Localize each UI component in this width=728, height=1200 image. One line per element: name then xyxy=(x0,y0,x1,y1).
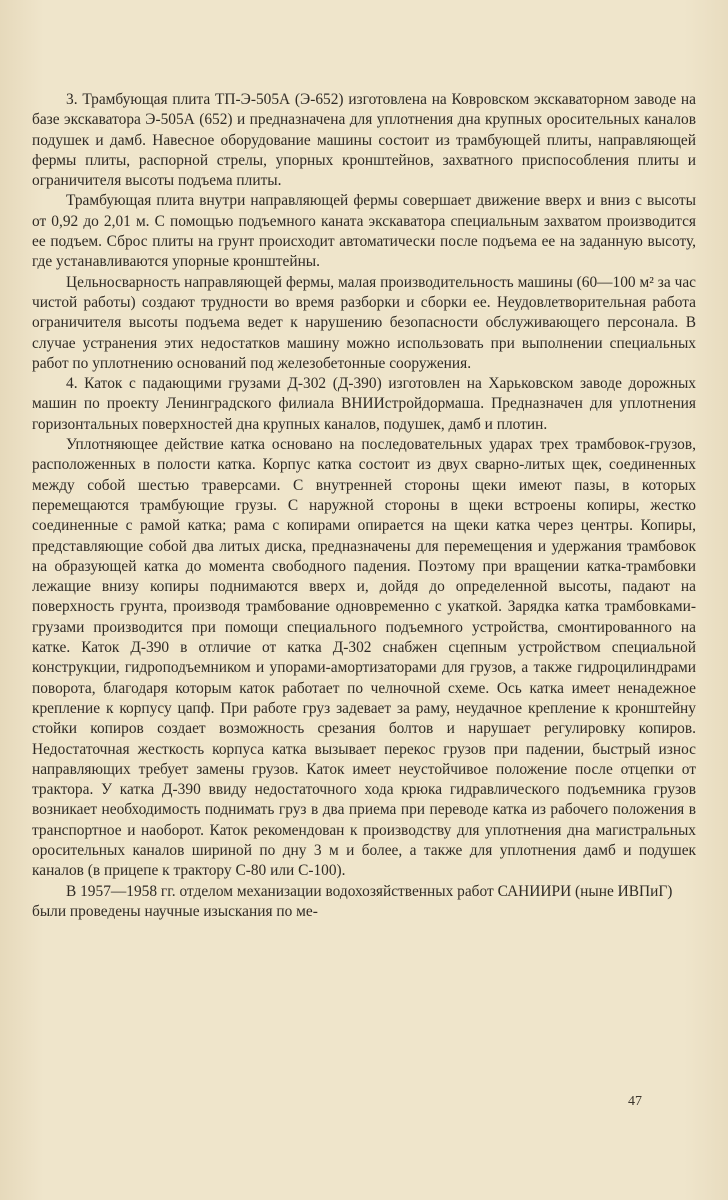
paragraph-5: Уплотняющее действие катка основано на последовательных ударах трех трамбовок-грузов, расположенных в полости катка. Корпус катка состоит из двух сварно-литых щек, соединенных между собой шестью траверсами. С внутренней стороны щеки имеют пазы, в которых перемещаются трамбующие грузы. С наружной стороны в щеки встроены копиры, жестко соединенные с рамой катка; рама с копирами опирается на щеки катка через центры. Копиры, представляющие собой два литых диска, предназначены для перемещения и удержания трамбовок на образующей катка до момента свободного падения. Поэтому при вращении катка-трамбовки лежащие внизу копиры поднимаются вверх и, дойдя до определенной высоты, падают на поверхность грунта, производя трамбование одновременно с укаткой. Зарядка катка трамбовками-грузами производится при помощи специального подъемного устройства, смонтированного на катке. Каток Д-390 в отличие от катка Д-302 снабжен сцепным устройством специальной конструкции, гидроподъемником и упорами-амортизаторами для грузов, а также гидроцилиндрами поворота, благодаря которым каток работает по челночной схеме. Ось катка имеет ненадежное крепление к корпусу цапф. При работе груз задевает за раму, неудачное крепление к кронштейну стойки копиров создает возможность срезания болтов и нарушает регулировку копиров. Недостаточная жесткость корпуса катка вызывает перекос грузов при падении, быстрый износ направляющих требует замены грузов. Каток имеет неустойчивое положение после отцепки от трактора. У катка Д-390 ввиду недостаточного хода крюка гидравлического подъемника грузов возникает необходимость поднимать груз в два приема при переводе катка из рабочего положения в транспортное и наоборот. Каток рекомендован к производству для уплотнения дна магистральных оросительных каналов шириной по дну 3 м и более, а также для уплотнения дамб и подушек каналов (в прицепе к трактору С-80 или С-100). xyxy=(32,436,696,880)
paragraph-2: Трамбующая плита внутри направляющей фермы совершает движение вверх и вниз с высоты от 0,92 до 2,01 м. С помощью подъемного каната экскаватора специальным захватом производится ее подъем. Сброс плиты на грунт происходит автоматически после подъема ее на заданную высоту, где устанавливаются упорные кронштейны. xyxy=(32,192,696,271)
paragraph-6: В 1957—1958 гг. отделом механизации водохозяйственных работ САНИИРИ (ныне ИВПиГ) были проведены научные изыскания по ме- xyxy=(32,882,673,920)
body-text xyxy=(32,90,696,922)
paragraph-1: 3. Трамбующая плита ТП-Э-505А (Э-652) изготовлена на Ковровском экскаваторном заводе на базе экскаватора Э-505А (652) и предназначена для уплотнения дна крупных оросительных каналов подушек и дамб. Навесное оборудование машины состоит из трамбующей плиты, направляющей фермы плиты, распорной стрелы, упорных кронштейнов, захватного приспособления плиты и ограничителя высоты подъема плиты. xyxy=(32,91,696,190)
paragraph-3: Цельносварность направляющей фермы, малая производительность машины (60—100 м² за час чистой работы) создают трудности во время разборки и сборки ее. Неудовлетворительная работа ограничителя высоты подъема ведет к нарушению безопасности обслуживающего персонала. В случае устранения этих недостатков машину можно использовать при выполнении специальных работ по уплотнению оснований под железобетонные сооружения. xyxy=(32,273,696,372)
page-number: 47 xyxy=(628,1094,642,1109)
paragraph-4: 4. Каток с падающими грузами Д-302 (Д-390) изготовлен на Харьковском заводе дорожных машин по проекту Ленинградского филиала ВНИИстройдормаша. Предназначен для уплотнения горизонтальных поверхностей дна крупных каналов, подушек, дамб и плотин. xyxy=(32,375,696,433)
